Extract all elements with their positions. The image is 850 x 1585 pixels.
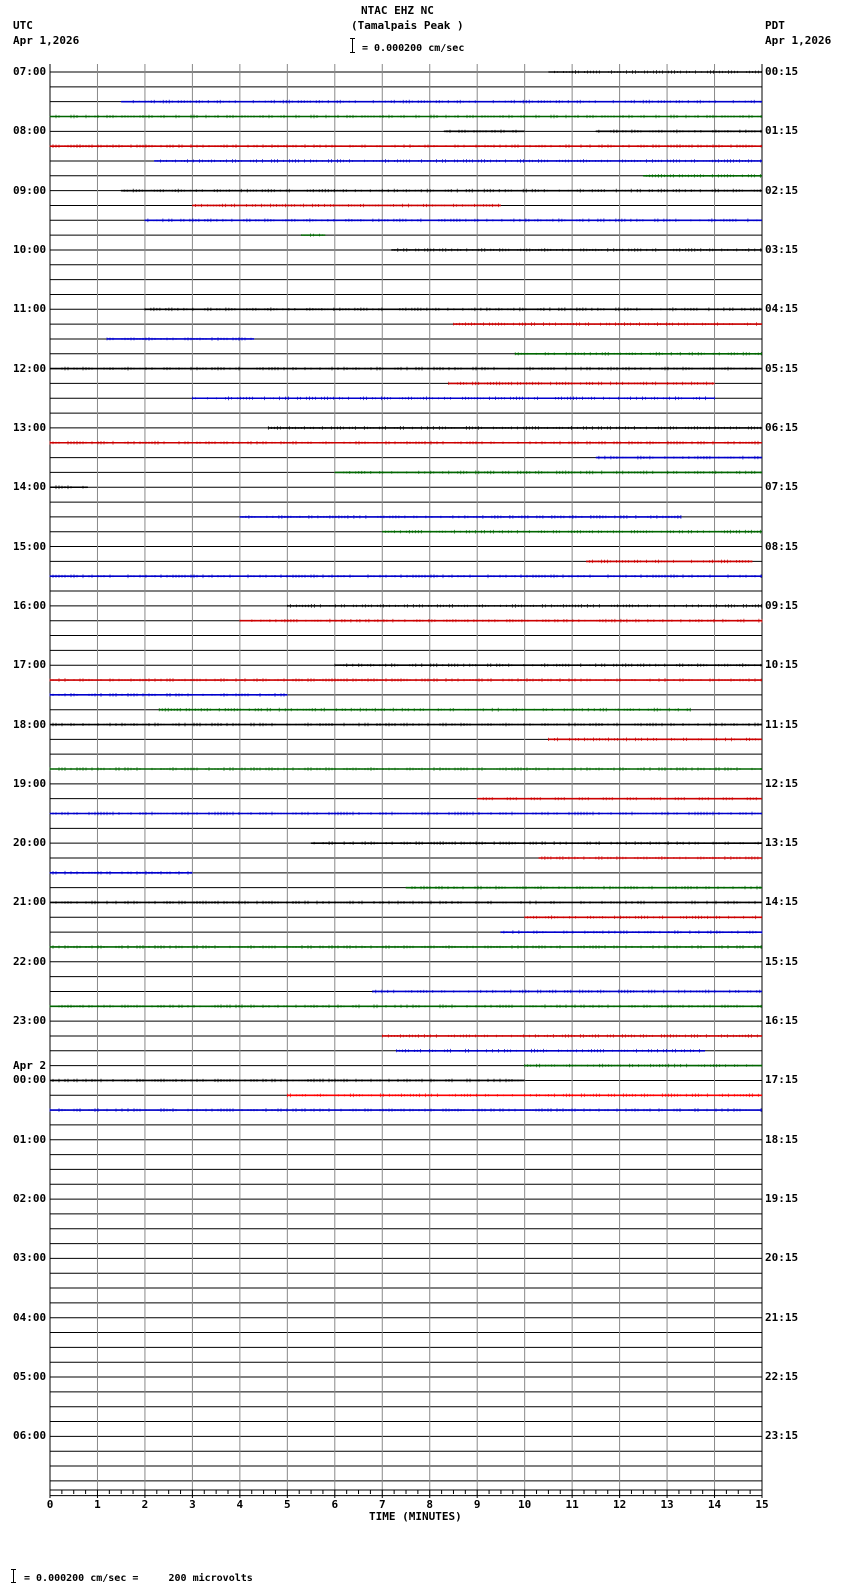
- pdt-hour-label: 21:15: [765, 1310, 799, 1324]
- seismic-trace-noise: [382, 1034, 760, 1038]
- utc-hour-label: 14:00: [13, 480, 47, 494]
- pdt-hour-label: 22:15: [765, 1370, 799, 1384]
- seismic-trace-noise: [477, 797, 759, 800]
- footer-scale-icon: [11, 1569, 16, 1583]
- utc-hour-label: 18:00: [13, 717, 47, 731]
- pdt-hour-label: 01:15: [765, 124, 799, 138]
- utc-hour-label: 20:00: [13, 836, 47, 850]
- x-tick-label: 0: [46, 1498, 54, 1511]
- footer-scale-note: = 0.000200 cm/sec = 200 microvolts: [24, 1573, 253, 1584]
- pdt-hour-label: 10:15: [765, 658, 799, 672]
- utc-hour-label: 08:00: [13, 124, 47, 138]
- x-tick-label: 4: [236, 1498, 244, 1511]
- utc-date: Apr 1,2026: [13, 34, 80, 47]
- pdt-hour-label: 15:15: [765, 954, 799, 968]
- x-tick-label: 8: [426, 1498, 434, 1511]
- x-tick-label: 13: [660, 1498, 674, 1511]
- pdt-hour-label: 09:15: [765, 598, 799, 612]
- x-tick-label: 3: [189, 1498, 196, 1511]
- utc-hour-label: 23:00: [13, 1014, 47, 1028]
- pdt-hour-label: 19:15: [765, 1192, 799, 1206]
- pdt-hour-label: 05:15: [765, 361, 799, 375]
- pdt-hour-label: 03:15: [765, 242, 799, 256]
- utc-hour-label: 16:00: [13, 598, 47, 612]
- utc-hour-label: 05:00: [13, 1370, 47, 1384]
- pdt-hour-label: 17:15: [765, 1073, 799, 1087]
- pdt-hour-label: 20:15: [765, 1251, 799, 1265]
- utc-label: UTC: [13, 19, 33, 32]
- pdt-hour-label: 00:15: [765, 65, 799, 78]
- utc-hour-label: 12:00: [13, 361, 47, 375]
- utc-hour-label: 01:00: [13, 1132, 47, 1146]
- pdt-label: PDT: [765, 19, 785, 32]
- x-tick-label: 15: [755, 1498, 769, 1511]
- pdt-hour-label: 07:15: [765, 480, 799, 494]
- seismic-trace-noise: [240, 619, 762, 623]
- pdt-hour-label: 23:15: [765, 1429, 799, 1443]
- utc-hour-label: 00:00: [13, 1073, 47, 1087]
- scale-label: = 0.000200 cm/sec: [362, 43, 465, 54]
- utc-hour-label: 17:00: [13, 658, 47, 672]
- pdt-hour-label: 11:15: [765, 717, 799, 731]
- x-tick-label: 14: [707, 1498, 722, 1511]
- x-tick-label: 5: [284, 1498, 291, 1511]
- utc-hour-label: 07:00: [13, 65, 47, 78]
- x-axis-label: TIME (MINUTES): [369, 1510, 462, 1523]
- seismic-trace-noise: [192, 396, 714, 400]
- x-tick-label: 12: [612, 1498, 627, 1511]
- station-title: NTAC EHZ NC: [361, 4, 434, 17]
- utc-hour-label: 19:00: [13, 776, 47, 790]
- pdt-hour-label: 12:15: [765, 776, 799, 790]
- station-location: (Tamalpais Peak ): [351, 19, 464, 32]
- date-marker: Apr 2: [13, 1059, 47, 1073]
- seismic-trace-noise: [444, 130, 522, 134]
- x-tick-label: 11: [565, 1498, 579, 1511]
- x-tick-label: 9: [473, 1498, 481, 1511]
- pdt-hour-label: 18:15: [765, 1132, 799, 1146]
- pdt-hour-label: 06:15: [765, 420, 799, 434]
- utc-hour-label: 02:00: [13, 1192, 47, 1206]
- utc-hour-label: 21:00: [13, 895, 47, 909]
- utc-hour-label: 15:00: [13, 539, 47, 553]
- pdt-date: Apr 1,2026: [765, 34, 832, 47]
- utc-hour-label: 10:00: [13, 242, 47, 256]
- x-tick-label: 6: [331, 1498, 339, 1511]
- pdt-hour-label: 13:15: [765, 836, 799, 850]
- x-tick-label: 7: [378, 1498, 386, 1511]
- pdt-hour-label: 16:15: [765, 1014, 799, 1028]
- utc-hour-label: 13:00: [13, 420, 47, 434]
- x-tick-label: 2: [141, 1498, 149, 1511]
- x-tick-label: 1: [94, 1498, 101, 1511]
- utc-hour-label: 04:00: [13, 1310, 47, 1324]
- pdt-hour-label: 04:15: [765, 302, 799, 316]
- utc-hour-label: 09:00: [13, 183, 47, 197]
- pdt-hour-label: 08:15: [765, 539, 799, 553]
- pdt-hour-label: 14:15: [765, 895, 799, 909]
- utc-hour-label: 06:00: [13, 1429, 47, 1443]
- x-tick-label: 10: [518, 1498, 532, 1511]
- utc-hour-label: 11:00: [13, 302, 47, 316]
- seismic-trace-noise: [382, 530, 760, 534]
- utc-hour-label: 22:00: [13, 954, 47, 968]
- pdt-hour-label: 02:15: [765, 183, 799, 197]
- scale-bar-icon: [350, 38, 355, 53]
- utc-hour-label: 03:00: [13, 1251, 47, 1265]
